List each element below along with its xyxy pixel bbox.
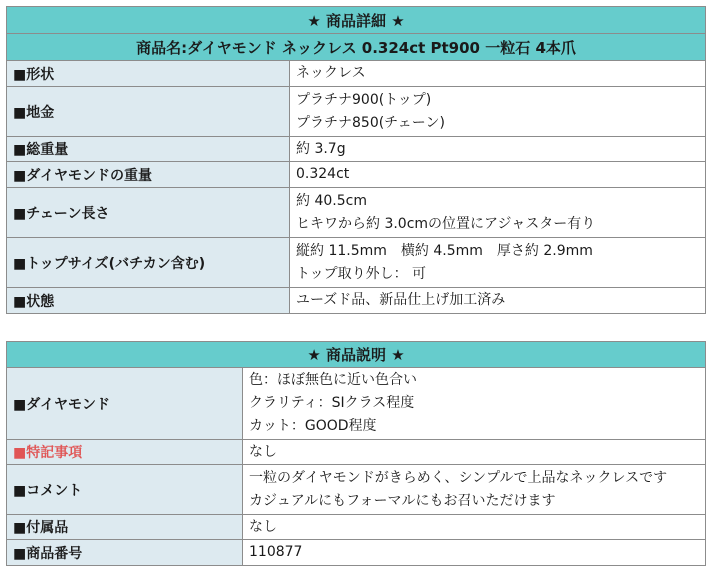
- total-weight-value: 約 3.7g: [290, 137, 706, 162]
- top-size-label: ■トップサイズ(バチカン含む): [7, 238, 290, 288]
- special-notes-value: なし: [243, 440, 706, 465]
- comment-label: ■コメント: [7, 465, 243, 515]
- detail-header: ★ 商品詳細 ★: [7, 7, 706, 34]
- comment-value: 一粒のダイヤモンドがきらめく、シンプルで上品なネックレスです カジュアルにもフォーマルにもお召いただけます: [243, 465, 706, 515]
- shape-value: ネックレス: [290, 61, 706, 87]
- product-number-value: 110877: [243, 540, 706, 566]
- condition-label: ■状態: [7, 288, 290, 314]
- special-notes-label: ■特記事項: [7, 440, 243, 465]
- diamond-label: ■ダイヤモンド: [7, 368, 243, 440]
- diamond-value: 色：ほぼ無色に近い色合い クラリティ：SIクラス程度 カット：GOOD程度: [243, 368, 706, 440]
- metal-value: プラチナ900(トップ) プラチナ850(チェーン): [290, 87, 706, 137]
- chain-length-label: ■チェーン長さ: [7, 188, 290, 238]
- condition-value: ユーズド品、新品仕上げ加工済み: [290, 288, 706, 314]
- product-description-table: [6, 341, 706, 566]
- top-size-value: 縦約 11.5mm 横約 4.5mm 厚さ約 2.9mm トップ取り外し： 可: [290, 238, 706, 288]
- metal-label: ■地金: [7, 87, 290, 137]
- product-name-title: 商品名:ダイヤモンド ネックレス 0.324ct Pt900 一粒石 4本爪: [7, 34, 706, 61]
- total-weight-label: ■総重量: [7, 137, 290, 162]
- accessories-value: なし: [243, 515, 706, 540]
- description-header: ★ 商品説明 ★: [7, 342, 706, 368]
- product-number-label: ■商品番号: [7, 540, 243, 566]
- chain-length-value: 約 40.5cm ヒキワから約 3.0cmの位置にアジャスター有り: [290, 188, 706, 238]
- diamond-weight-value: 0.324ct: [290, 162, 706, 188]
- shape-label: ■形状: [7, 61, 290, 87]
- diamond-weight-label: ■ダイヤモンドの重量: [7, 162, 290, 188]
- product-detail-table: [6, 6, 706, 314]
- accessories-label: ■付属品: [7, 515, 243, 540]
